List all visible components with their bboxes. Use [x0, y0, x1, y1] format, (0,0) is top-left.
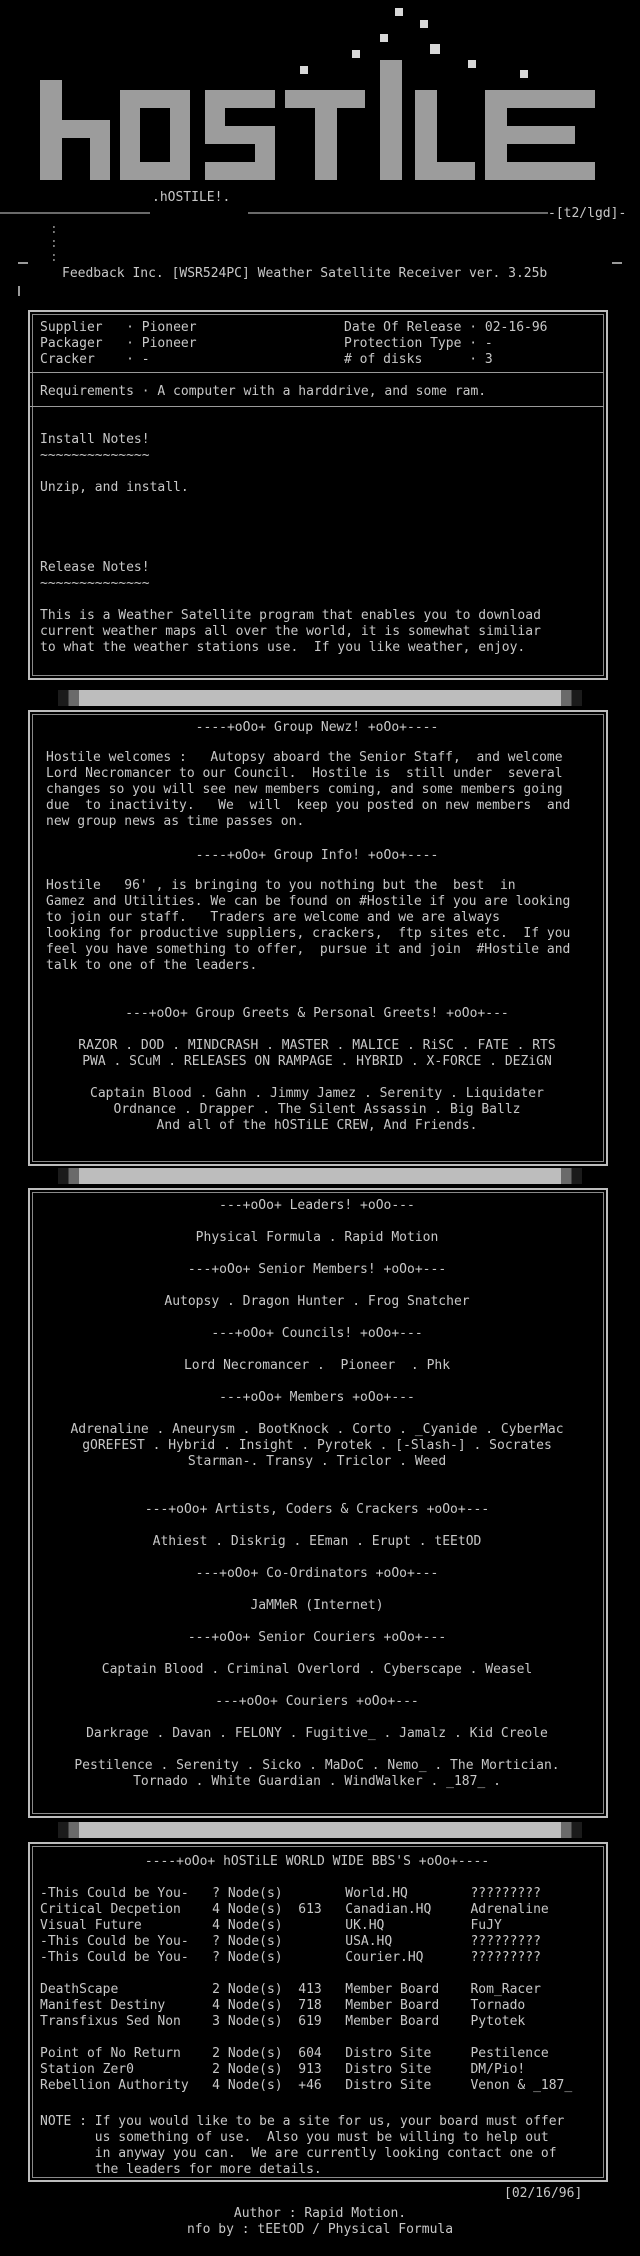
- release-title: Feedback Inc. [WSR524PC] Weather Satellite Receiver ver. 3.25b: [62, 266, 548, 281]
- table-row: Critical Decpetion 4 Node(s) 613 Canadian.HQ Adrenaline: [40, 1902, 549, 1917]
- divider-bar: [58, 1168, 582, 1184]
- logo-letters: [40, 60, 595, 180]
- couriers-title: ---+oOo+ Couriers +oOo+---: [215, 1694, 419, 1709]
- table-row: -This Could be You- ? Node(s) USA.HQ ?????????: [40, 1934, 541, 1949]
- table-row: DeathScape 2 Node(s) 413 Member Board Rom_Racer: [40, 1982, 541, 1997]
- logo-sparkles: [300, 8, 528, 78]
- councils-list: Lord Necromancer . Pioneer . Phk: [183, 1358, 451, 1373]
- divider-bar: [58, 1822, 582, 1838]
- logo-caption: .hOSTILE!.: [152, 190, 231, 205]
- release-notes: Release Notes! ~~~~~~~~~~~~~~ This is a Weather Satellite program that enables you to download current weather maps all over the world, it is somewhat similiar to what the weather stations use. If you like weather, enjoy.: [40, 560, 541, 655]
- leaders-list: Physical Formula . Rapid Motion: [195, 1230, 439, 1245]
- release-info-right: Date Of Release · 02-16-96 Protection Type · - # of disks · 3: [344, 320, 548, 367]
- members-title: ---+oOo+ Members +oOo+---: [219, 1390, 415, 1405]
- install-notes: Install Notes! ~~~~~~~~~~~~~~ Unzip, and install.: [40, 432, 189, 495]
- footer-author: Author : Rapid Motion.: [233, 2206, 407, 2221]
- table-row: Visual Future 4 Node(s) UK.HQ FuJY: [40, 1918, 502, 1933]
- senior-couriers-list: Captain Blood . Criminal Overlord . Cyberscape . Weasel: [101, 1662, 533, 1677]
- table-row: Station Zer0 2 Node(s) 913 Distro Site DM/Pio!: [40, 2062, 526, 2077]
- group-greets-title: ---+oOo+ Group Greets & Personal Greets! +oOo+---: [125, 1006, 509, 1021]
- artists-title: ---+oOo+ Artists, Coders & Crackers +oOo+---: [144, 1502, 490, 1517]
- senior-title: ---+oOo+ Senior Members! +oOo+---: [187, 1262, 447, 1277]
- group-newz-text: Hostile welcomes : Autopsy aboard the Senior Staff, and welcome Lord Necromancer to our Council. Hostile is still under several changes so you will see new members coming, and some members going due to inactivity. We will keep you posted on new members and new group news as time passes on.: [46, 750, 571, 829]
- leaders-title: ---+oOo+ Leaders! +oOo---: [219, 1198, 415, 1213]
- bbs-date: [02/16/96]: [504, 2186, 583, 2201]
- group-info-text: Hostile 96' , is bringing to you nothing but the best in Gamez and Utilities. We can be found on #Hostile if you are looking to join our staff. Traders are welcome and we are always looking for productive suppliers, crackers, ftp sites etc. If you feel you have something to offer, pursue it and join #Hostile and talk to one of the leaders.: [46, 878, 571, 973]
- members-list: Adrenaline . Aneurysm . BootKnock . Corto . _Cyanide . CyberMac gOREFEST . Hybrid . Insight . Pyrotek . [-Slash-] . Socrates Starman-. Transy . Triclor . Weed: [70, 1422, 564, 1469]
- bbs-title: ----+oOo+ hOSTiLE WORLD WIDE BBS'S +oOo+----: [144, 1854, 490, 1869]
- artists-list: Athiest . Diskrig . EEman . Erupt . tEEtOD: [152, 1534, 482, 1549]
- hostile-ascii-logo: [0, 0, 640, 240]
- group-newz-title: ----+oOo+ Group Newz! +oOo+----: [195, 720, 439, 735]
- footer-nfo: nfo by : tEEtOD / Physical Formula: [186, 2222, 454, 2237]
- release-info-left: Supplier · Pioneer Packager · Pioneer Cracker · -: [40, 320, 197, 367]
- bbs-note: NOTE : If you would like to be a site for us, your board must offer us something of use. Also you must be willing to help out in anyway you can. We are currently looking contact one of the leaders for more details.: [40, 2114, 565, 2177]
- group-greets-text: RAZOR . DOD . MINDCRASH . MASTER . MALICE . RiSC . FATE . RTS PWA . SCuM . RELEASES ON RAMPAGE . HYBRID . X-FORCE . DEZiGN Captain Blood . Gahn . Jimmy Jamez . Serenity . Liquidater Ordnance . Drapper . The Silent Assassin . Big Ballz And all of the hOSTiLE CREW, And Friends.: [78, 1038, 556, 1133]
- table-row: Transfixus Sed Non 3 Node(s) 619 Member Board Pytotek: [40, 2014, 526, 2029]
- table-row: Manifest Destiny 4 Node(s) 718 Member Board Tornado: [40, 1998, 526, 2013]
- requirements: Requirements · A computer with a harddrive, and some ram.: [40, 384, 487, 399]
- couriers-list: Darkrage . Davan . FELONY . Fugitive_ . Jamalz . Kid Creole Pestilence . Serenity . Sicko . MaDoC . Nemo_ . The Mortician. Tornado . White Guardian . WindWalker . _187_ .: [74, 1726, 560, 1789]
- group-info-title: ----+oOo+ Group Info! +oOo+----: [195, 848, 439, 863]
- senior-list: Autopsy . Dragon Hunter . Frog Snatcher: [164, 1294, 470, 1309]
- table-row: -This Could be You- ? Node(s) Courier.HQ ?????????: [40, 1950, 541, 1965]
- divider-bar: [58, 690, 582, 706]
- ascii-credit: -[t2/lgd]-: [548, 206, 627, 221]
- coord-list: JaMMeR (Internet): [250, 1598, 384, 1613]
- bbs-table: [40, 1886, 572, 2094]
- councils-title: ---+oOo+ Councils! +oOo+---: [211, 1326, 423, 1341]
- senior-couriers-title: ---+oOo+ Senior Couriers +oOo+---: [187, 1630, 447, 1645]
- table-row: -This Could be You- ? Node(s) World.HQ ?????????: [40, 1886, 541, 1901]
- table-row: Rebellion Authority 4 Node(s) +46 Distro Site Venon & _187_: [40, 2078, 573, 2093]
- table-row: Point of No Return 2 Node(s) 604 Distro Site Pestilence: [40, 2046, 549, 2061]
- coord-title: ---+oOo+ Co-Ordinators +oOo+---: [195, 1566, 439, 1581]
